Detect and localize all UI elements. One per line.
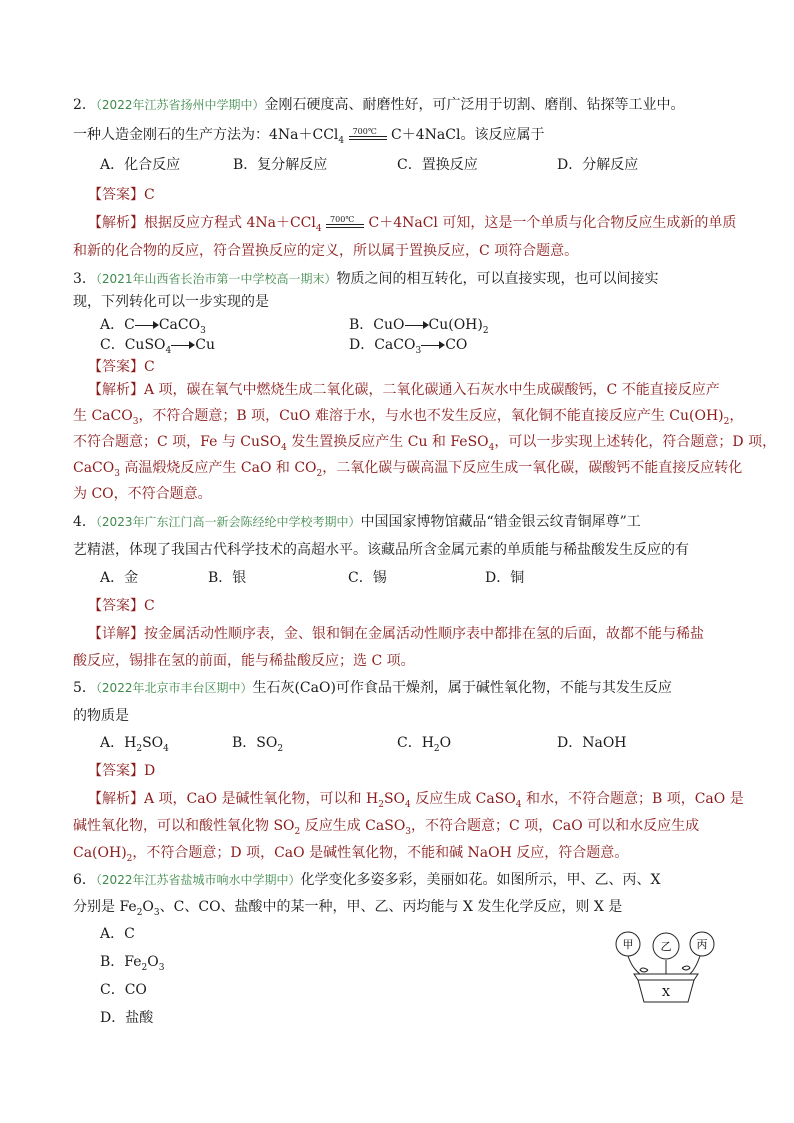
q4-option-a: A．金 (100, 570, 139, 586)
q4-stem-line1 (73, 512, 641, 532)
q6-option-d: D．盐酸 (100, 1010, 154, 1026)
q2-analysis-line1: 【解析】根据反应方程式 4Na＋CCl$_4$ 700℃ C＋4NaCl 可知，这是一个单质与化合物反应生成新的单质 (88, 215, 737, 234)
q2-option-d: D．分解反应 (557, 157, 639, 173)
flower-bing (690, 932, 714, 956)
q2-answer: 【答案】C (88, 187, 155, 203)
q4-answer: 【答案】C (88, 598, 155, 614)
q4-option-c: C．锡 (348, 570, 387, 586)
q4-option-d: D．铜 (485, 570, 525, 586)
q5-analysis-line1: 【解析】A 项，CaO 是碱性氧化物，可以和 $H_2SO_4$ 反应生成 CaSO$_4$ 和水，不符合题意；B 项，CaO 是 (88, 791, 744, 810)
flower-yi (653, 933, 679, 959)
q4-analysis-line1: 【详解】按金属活动性顺序表，金、银和铜在金属活动性顺序表中都排在氢的后面，故都不能与稀盐 (88, 626, 704, 642)
question-text: 化学变化多姿多彩，美丽如花。如图所示，甲、乙、丙、X (300, 872, 661, 888)
question-source: （2022年江苏省扬州中学期中） (95, 98, 265, 112)
arrow-icon (135, 320, 159, 330)
question-number: 5． (73, 680, 96, 696)
question-source: （2023年广东江门高一新会陈经纶中学校考期中） (95, 515, 361, 529)
q2-analysis-line2: 和新的化合物的反应，符合置换反应的定义，所以属于置换反应，C 项符合题意。 (73, 243, 579, 259)
flower-pot-diagram (612, 926, 722, 1006)
question-number: 6． (73, 872, 96, 888)
q5-answer: 【答案】D (88, 763, 156, 779)
svg-text:丙: 丙 (696, 938, 708, 951)
reaction-condition-sign: 700℃ (349, 127, 387, 143)
q6-option-a: A．C (100, 926, 135, 942)
q5-option-d: D．NaOH (557, 735, 627, 751)
question-source: （2022年北京市丰台区期中） (95, 681, 253, 695)
q5-analysis-line3: $Ca(OH)_2$，不符合题意；D 项，CaO 是碱性氧化物，不能和碱 NaOH 反应，符合题意。 (73, 845, 629, 864)
question-text: 中国国家博物馆藏品“错金银云纹青铜犀尊”工 (360, 514, 641, 530)
arrow-icon (405, 320, 429, 330)
q2-stem-line2: 一种人造金刚石的生产方法为：4Na＋CCl$_4$ 700℃ C＋4NaCl。该反应属于 (73, 127, 545, 146)
question-number: 4． (73, 514, 96, 530)
arrow-icon (171, 340, 195, 350)
q6-option-c: C．CO (100, 982, 147, 998)
flower-jia (616, 932, 640, 956)
q2-option-a: A．化合反应 (100, 157, 181, 173)
q5-stem-line2: 的物质是 (73, 708, 129, 724)
q3-analysis-line3: 不符合题意；C 项，Fe 与 CuSO$_4$ 发生置换反应产生 Cu 和 FeSO$_4$，可以一步实现上述转化，符合题意；D 项， (73, 434, 777, 453)
question-text: 物质之间的相互转化，可以直接实现，也可以间接实 (336, 271, 659, 287)
svg-text:乙: 乙 (660, 940, 672, 953)
q5-option-a: A．$H_2SO_4$ (100, 735, 169, 754)
q3-stem-line2: 现，下列转化可以一步实现的是 (73, 294, 269, 310)
q3-answer: 【答案】C (88, 359, 155, 375)
q4-analysis-line2: 酸反应，锡排在氢的前面，能与稀盐酸反应；选 C 项。 (73, 653, 415, 669)
question-source: （2021年山西省长治市第一中学校高一期末） (95, 272, 337, 286)
q3-option-c: C．CuSO$_4$ Cu (100, 337, 215, 356)
arrow-icon (421, 340, 445, 350)
q3-analysis-line5: 为 CO，不符合题意。 (73, 486, 212, 502)
question-source: （2022年江苏省盐城市响水中学期中） (95, 873, 301, 887)
q5-option-c: C．$H_2O$ (397, 735, 452, 754)
q2-stem-line1 (73, 95, 684, 115)
q4-stem-line2: 艺精湛，体现了我国古代科学技术的高超水平。该藏品所含金属元素的单质能与稀盐酸发生反应的有 (73, 542, 689, 558)
q3-stem-line1 (73, 269, 658, 289)
question-number: 3． (73, 271, 96, 287)
q3-analysis-line4: CaCO$_3$ 高温煅烧反应产生 CaO 和 $CO_2$，二氧化碳与碳高温下反应生成一氧化碳，碳酸钙不能直接反应转化 (73, 460, 743, 479)
q3-option-d: D．CaCO$_3$ CO (349, 337, 468, 356)
q4-option-b: B．银 (208, 570, 247, 586)
q5-option-b: B．$SO_2$ (232, 735, 284, 754)
q6-stem-line2: 分别是 $Fe_2O_3$、C、CO、盐酸中的某一种，甲、乙、丙均能与 X 发生化学反应，则 X 是 (73, 899, 623, 918)
q3-option-a: A．C CaCO$_3$ (100, 317, 206, 336)
pot-label: X (662, 986, 670, 999)
q6-option-b: B．$Fe_2O_3$ (100, 954, 165, 973)
svg-text:甲: 甲 (622, 938, 634, 951)
question-text: 生石灰(CaO)可作食品干燥剂，属于碱性氧化物，不能与其发生反应 (252, 680, 672, 696)
question-number: 2． (73, 97, 96, 113)
q6-stem-line1 (73, 870, 660, 890)
q5-analysis-line2: 碱性氧化物，可以和酸性氧化物 $SO_2$ 反应生成 CaSO$_3$，不符合题意；C 项，CaO 可以和水反应生成 (73, 818, 700, 837)
q3-analysis-line2: 生 CaCO$_3$，不符合题意；B 项，CuO 难溶于水，与水也不发生反应，氧化铜不能直接反应产生 $Cu(OH)_2$， (73, 408, 744, 427)
question-text: 金刚石硬度高、耐磨性好，可广泛用于切割、磨削、钻探等工业中。 (264, 97, 685, 113)
q5-stem-line1 (73, 678, 672, 698)
q3-option-b: B．CuO $Cu(OH)_2$ (349, 317, 489, 336)
q2-option-b: B．复分解反应 (233, 157, 328, 173)
q2-option-c: C．置换反应 (397, 157, 478, 173)
q3-analysis-line1: 【解析】A 项，碳在氧气中燃烧生成二氧化碳，二氧化碳通入石灰水中生成碳酸钙，C 不能直接反应产 (88, 382, 720, 398)
reaction-condition-sign: 700℃ (326, 215, 364, 231)
